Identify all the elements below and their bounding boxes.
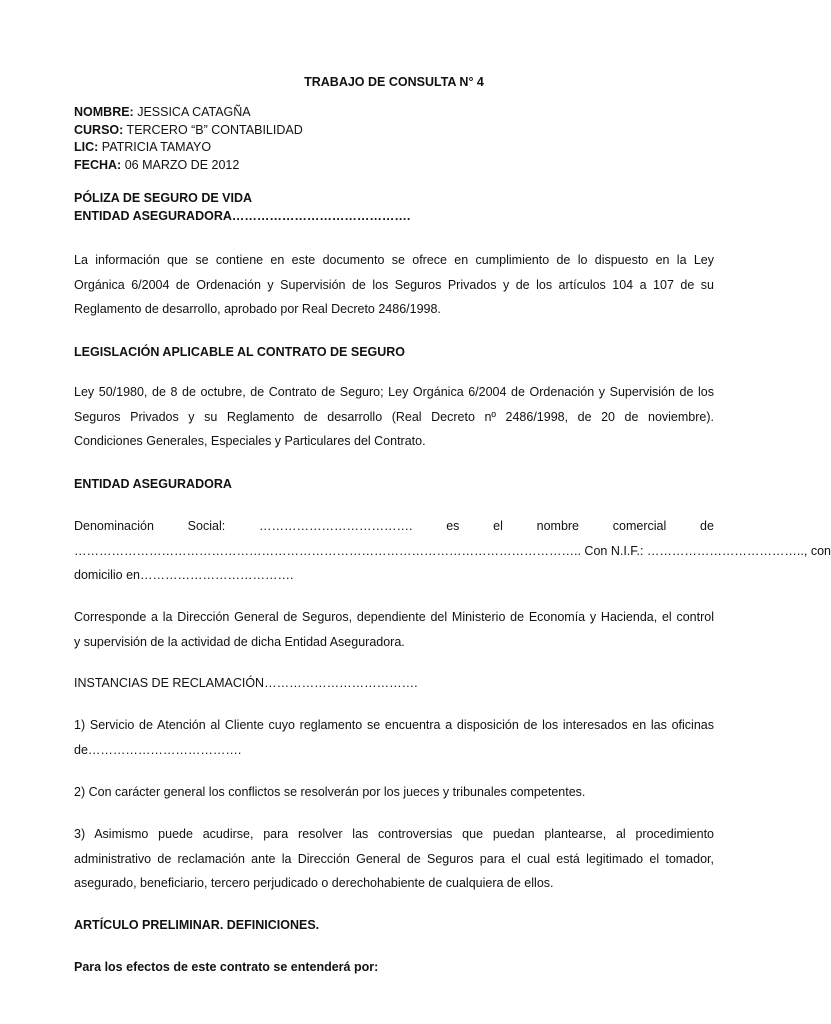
denominacion-word: Denominación — [74, 519, 154, 533]
denominacion-line-1 — [74, 514, 714, 539]
nombre-word: nombre — [536, 519, 580, 533]
lic-label: LIC: — [74, 140, 99, 154]
curso-row — [74, 122, 303, 140]
legislacion-line-2: Seguros Privados y su Reglamento de desarrollo (Real Decreto nº 2486/1998, de 20 de noviembre). — [74, 409, 714, 424]
intro-paragraph — [74, 248, 714, 322]
entidad-heading: ENTIDAD ASEGURADORA — [74, 477, 232, 491]
item-3-line-2: administrativo de reclamación ante la Dirección General de Seguros para el cual está legitimado el tomador, — [74, 851, 714, 866]
articulo-heading: ARTÍCULO PRELIMINAR. DEFINICIONES. — [74, 918, 320, 932]
item-1 — [74, 713, 714, 762]
item-1-line-1: 1) Servicio de Atención al Cliente cuyo reglamento se encuentra a disposición de los interesados en las oficinas — [74, 718, 714, 732]
legislacion-line-3: Condiciones Generales, Especiales y Particulares del Contrato. — [74, 434, 426, 448]
corresponde-line-1: Corresponde a la Dirección General de Seguros, dependiente del Ministerio de Economía y Hacienda, el control — [74, 610, 714, 624]
legislacion-heading: LEGISLACIÓN APLICABLE AL CONTRATO DE SEGURO — [74, 345, 406, 359]
entidad-line: ENTIDAD ASEGURADORA……………………………………. — [74, 209, 411, 223]
el-word: el — [493, 519, 503, 533]
intro-line-1: La información que se contiene en este documento se ofrece en cumplimiento de lo dispuesto en la Ley — [74, 253, 714, 267]
legislacion-paragraph — [74, 380, 714, 454]
item-3-line-1: 3) Asimismo puede acudirse, para resolver las controversias que puedan plantearse, al procedimiento — [74, 827, 714, 841]
denominacion-line-3: domicilio en………………………………. — [74, 568, 294, 582]
corresponde-line-2: y supervisión de la actividad de dicha Entidad Aseguradora. — [74, 634, 405, 649]
social-word: Social: — [187, 519, 226, 533]
fecha-label: FECHA: — [74, 157, 122, 172]
document-title: TRABAJO DE CONSULTA N° 4 — [304, 75, 484, 89]
es-word: es — [446, 519, 460, 533]
curso-value: TERCERO “B” CONTABILIDAD — [123, 122, 303, 137]
para-los-efectos: Para los efectos de este contrato se entenderá por: — [74, 960, 379, 974]
item-3-line-3: asegurado, beneficiario, tercero perjudicado o derechohabiente de cualquiera de ellos. — [74, 876, 554, 890]
de-word: de — [700, 519, 714, 533]
intro-line-2: Orgánica 6/2004 de Ordenación y Supervisión de los Seguros Privados y de los artículos 104 a 107 de su — [74, 277, 714, 292]
corresponde-paragraph — [74, 605, 714, 654]
legislacion-line-1: Ley 50/1980, de 8 de octubre, de Contrato de Seguro; Ley Orgánica 6/2004 de Ordenación y Supervisión de los — [74, 385, 714, 399]
student-info — [74, 104, 303, 174]
denominacion-line-2: ………………………………………………………………………………………………………….. Con N.I.F.: ……………………………….., con — [74, 543, 831, 558]
fecha-value: 06 MARZO DE 2012 — [121, 157, 240, 172]
denominacion-blank: ………………………………. — [258, 519, 413, 533]
curso-label: CURSO: — [74, 122, 124, 137]
poliza-heading: PÓLIZA DE SEGURO DE VIDA — [74, 191, 253, 205]
lic-row — [74, 139, 303, 157]
instancias-line: INSTANCIAS DE RECLAMACIÓN………………………………. — [74, 676, 418, 690]
item-2: 2) Con carácter general los conflictos se resolverán por los jueces y tribunales competentes. — [74, 785, 586, 799]
nombre-value: JESSICA CATAGÑA — [133, 105, 251, 119]
item-1-line-2: de………………………………. — [74, 742, 242, 757]
intro-line-3: Reglamento de desarrollo, aprobado por Real Decreto 2486/1998. — [74, 302, 441, 316]
nombre-label: NOMBRE: — [74, 105, 134, 119]
lic-value: PATRICIA TAMAYO — [98, 140, 212, 154]
nombre-row — [74, 104, 303, 122]
comercial-word: comercial — [612, 519, 667, 533]
denominacion-paragraph — [74, 514, 831, 588]
item-3 — [74, 822, 714, 896]
fecha-row — [74, 157, 303, 175]
